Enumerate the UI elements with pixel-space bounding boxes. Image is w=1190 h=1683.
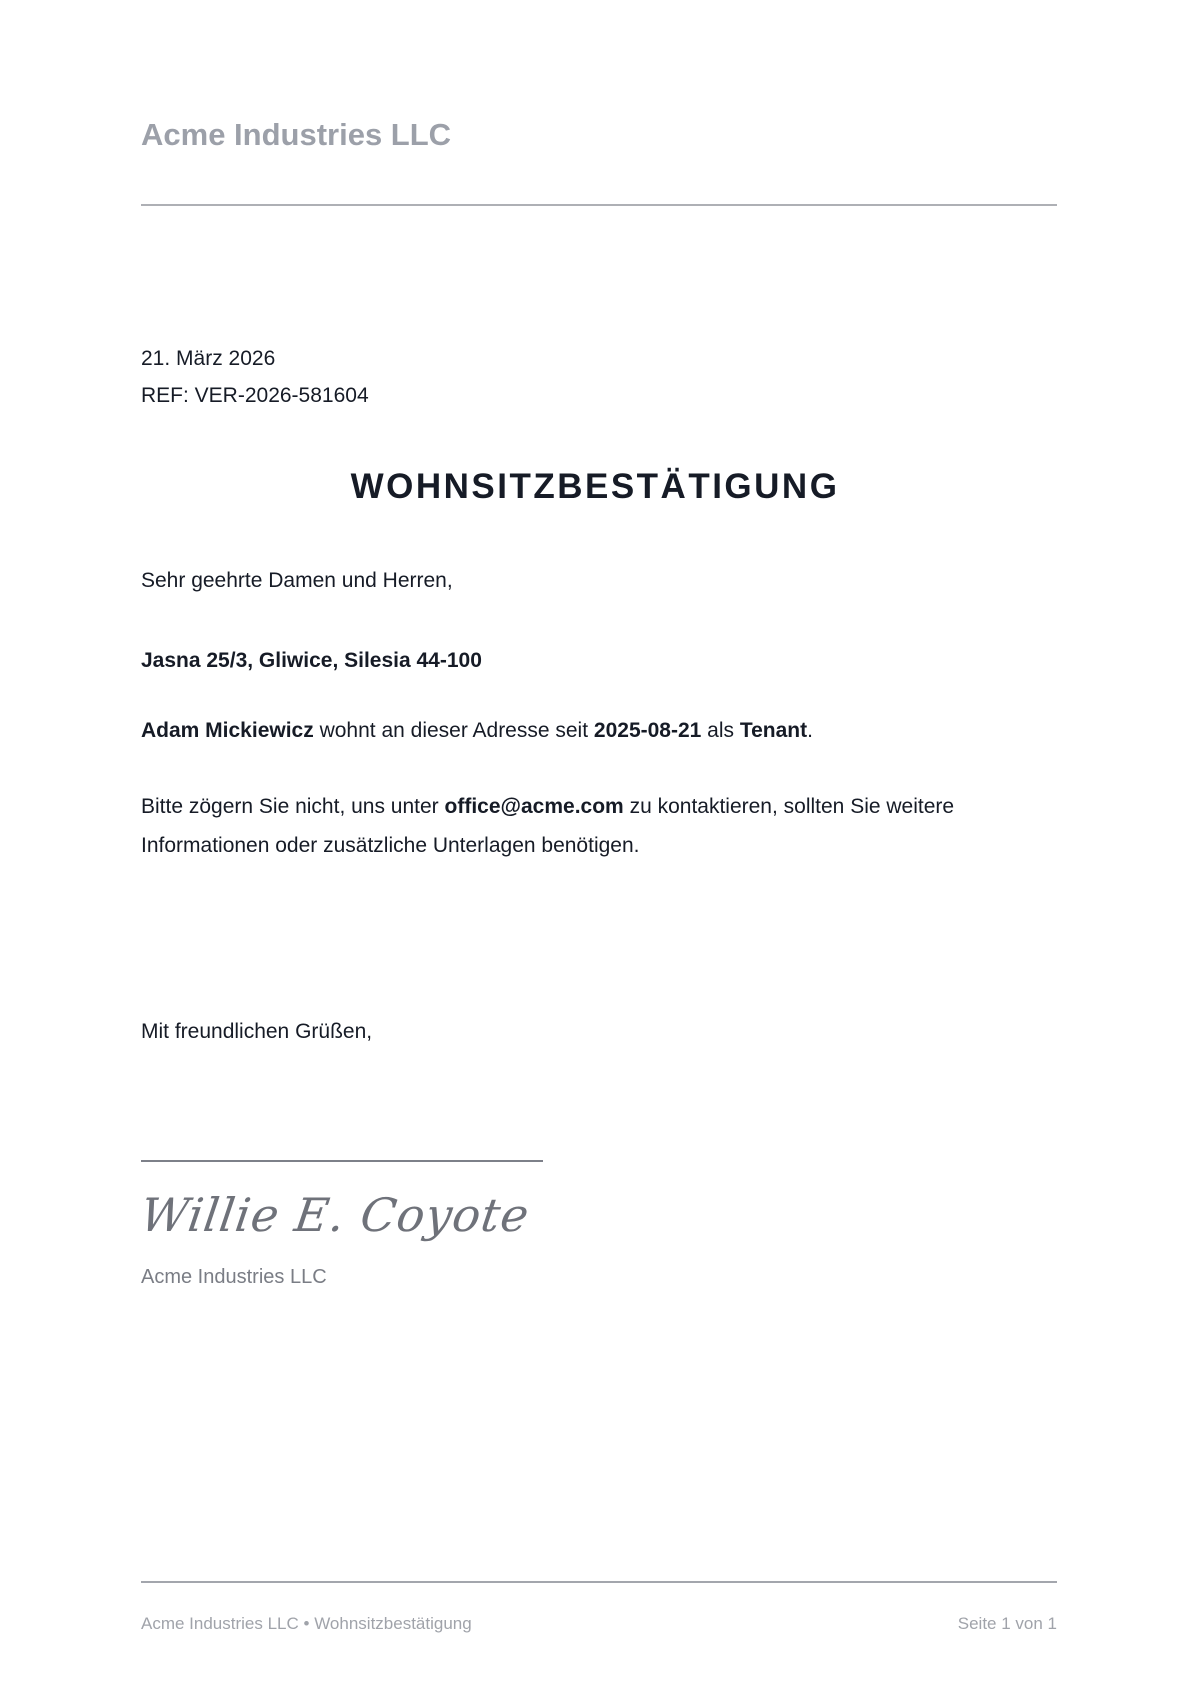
- reference-number: REF: VER-2026-581604: [141, 384, 369, 407]
- document-title: WOHNSITZBESTÄTIGUNG: [350, 467, 840, 506]
- statement-text: wohnt an dieser Adresse seit: [313, 719, 594, 742]
- letter-date: 21. März 2026: [141, 347, 276, 370]
- salutation: Sehr geehrte Damen und Herren,: [141, 569, 453, 592]
- contact-text: zu kontaktieren, sollten Sie weitere Informationen oder zusätzliche Unterlagen benötigen.: [141, 795, 955, 857]
- signatory-company: Acme Industries LLC: [141, 1266, 327, 1288]
- statement-text: .: [807, 719, 813, 742]
- contact-text: Bitte zögern Sie nicht, uns unter: [141, 795, 445, 818]
- contact-email: office@acme.com: [444, 795, 624, 818]
- signature-line: [141, 1160, 543, 1162]
- footer-document-label: Acme Industries LLC • Wohnsitzbestätigung: [141, 1614, 472, 1633]
- residence-statement: [141, 719, 813, 743]
- statement-text: als: [701, 719, 740, 742]
- footer-page-number: Seite 1 von 1: [957, 1614, 1057, 1633]
- contact-paragraph: [141, 787, 1061, 865]
- company-header: Acme Industries LLC: [141, 117, 452, 152]
- resident-name: Adam Mickiewicz: [141, 719, 314, 742]
- closing-greeting: Mit freundlichen Grüßen,: [141, 1020, 373, 1043]
- residence-since-date: 2025-08-21: [593, 719, 702, 742]
- signature: Willie E. Coyote: [137, 1188, 534, 1242]
- header-divider: [141, 204, 1057, 206]
- resident-role: Tenant: [739, 719, 808, 742]
- footer-divider: [141, 1581, 1057, 1583]
- residence-address: Jasna 25/3, Gliwice, Silesia 44-100: [141, 649, 482, 672]
